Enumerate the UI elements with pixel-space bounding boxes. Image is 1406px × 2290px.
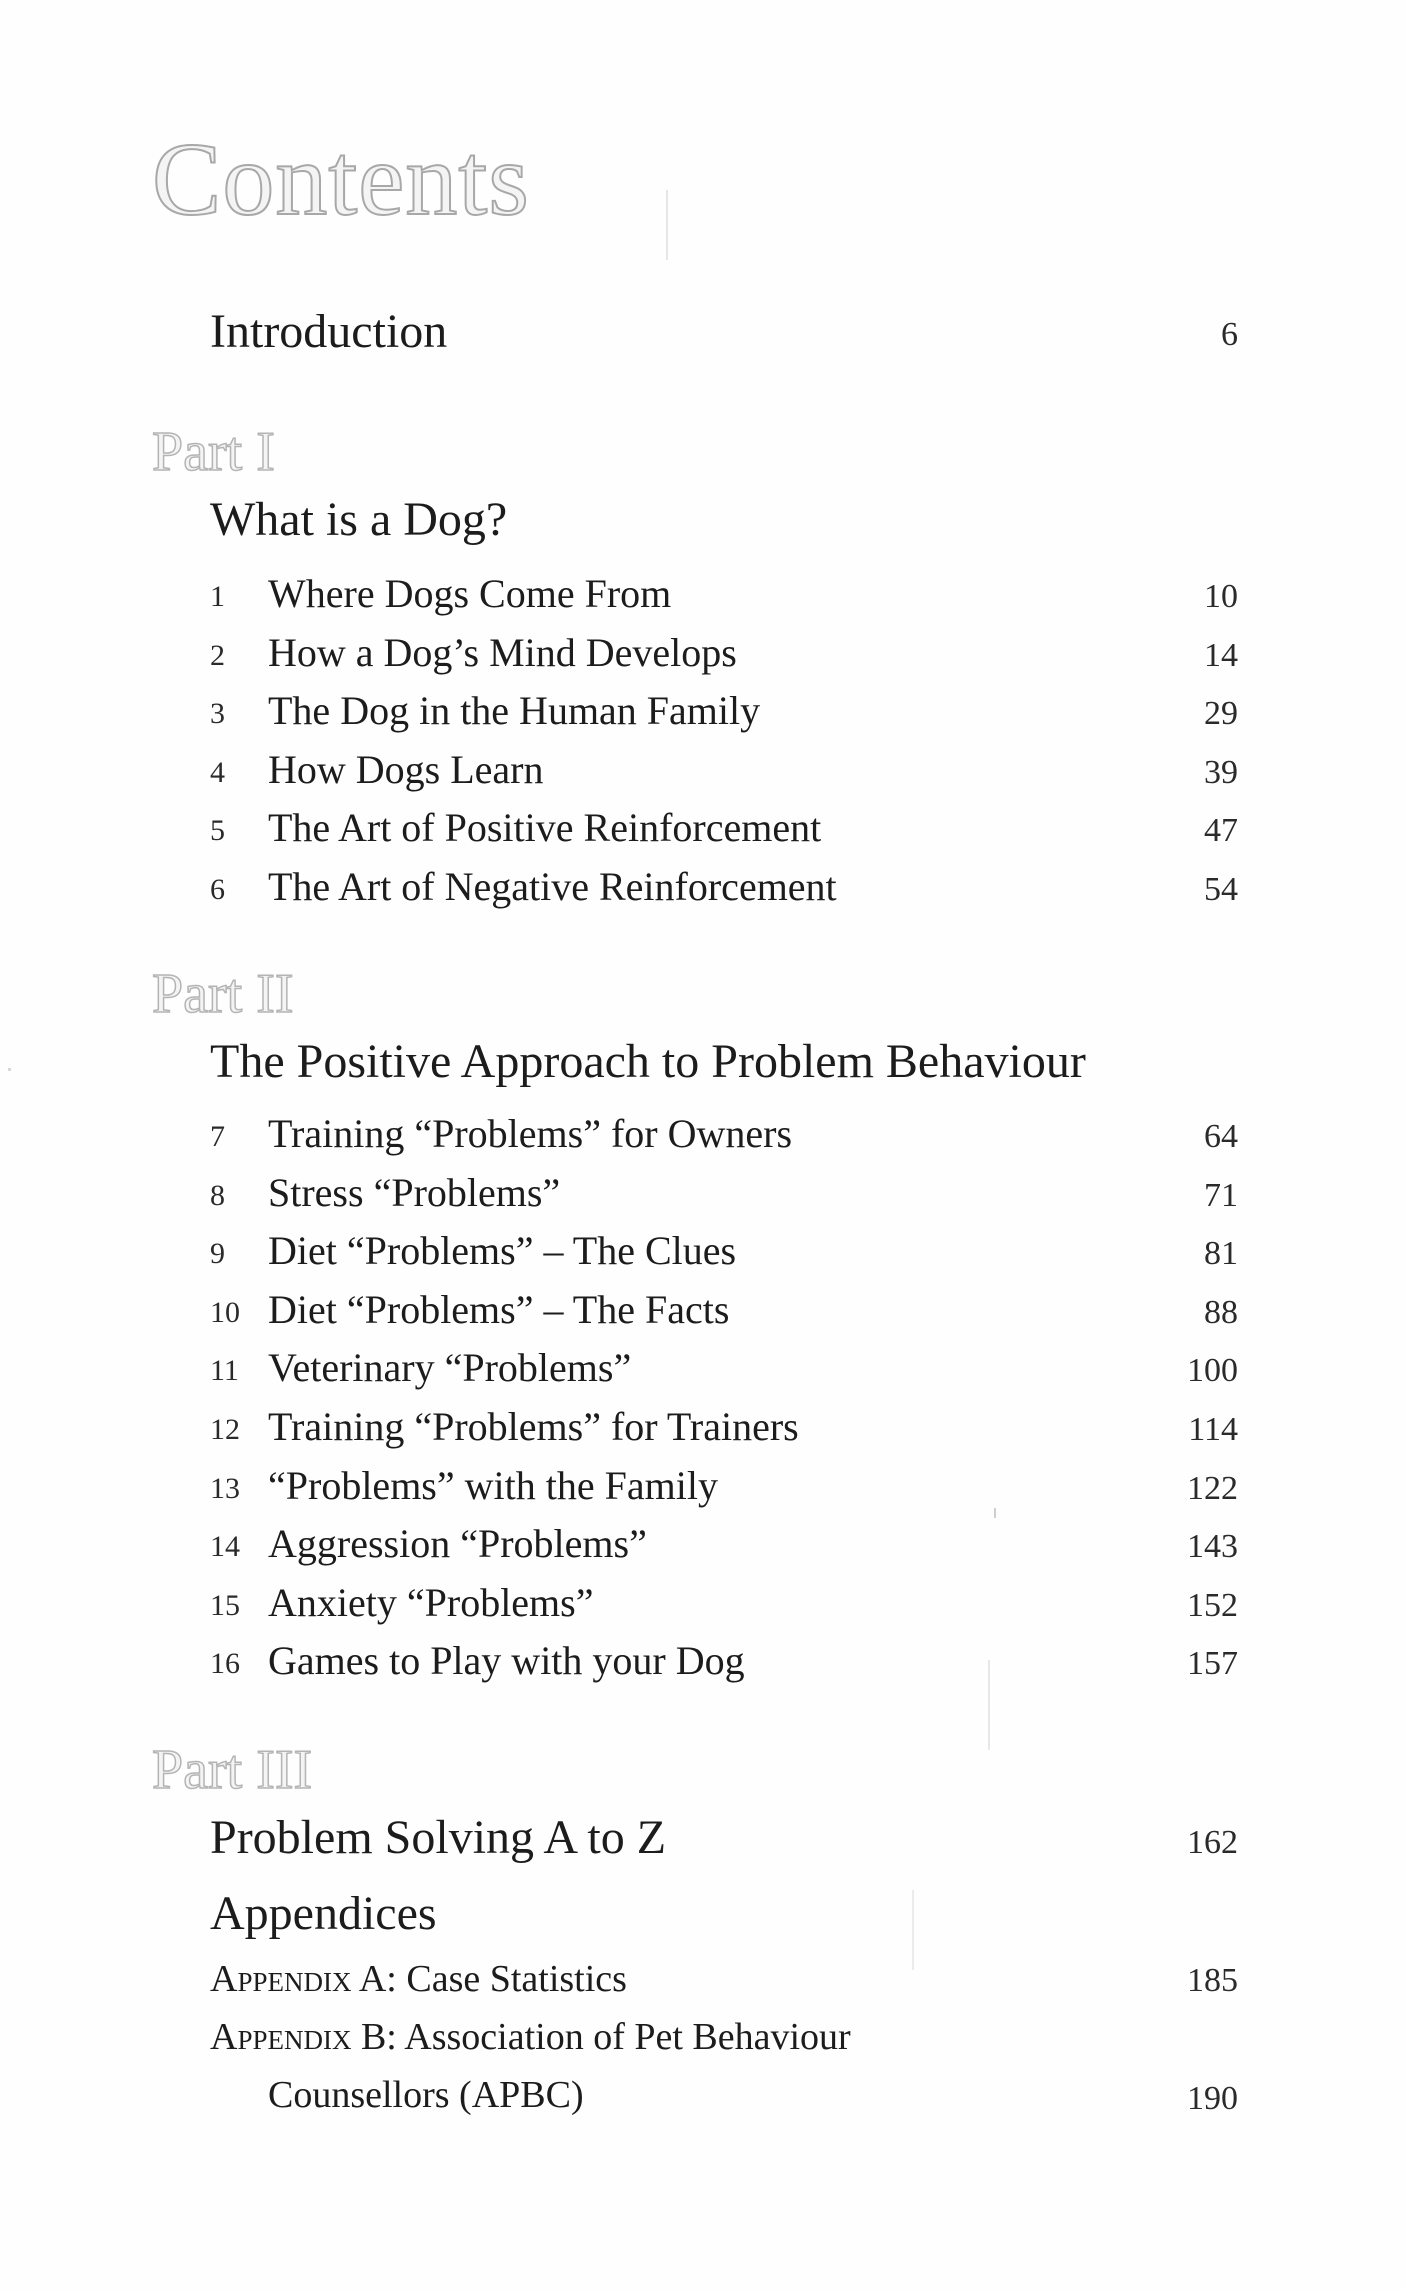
- chapter-title: “Problems” with the Family: [268, 1462, 718, 1508]
- chapter-title: Games to Play with your Dog: [268, 1638, 745, 1684]
- chapter-number: 8: [210, 1178, 225, 1212]
- appendix-b-entry: [210, 2018, 851, 2056]
- chapter-number: 13: [210, 1471, 240, 1505]
- chapter-number: 4: [210, 755, 225, 789]
- scan-mark: [666, 190, 668, 260]
- appendix-b-title: Association of Pet Behaviour: [404, 2016, 851, 2058]
- chapter-number: 6: [210, 873, 225, 906]
- chapter-number: 10: [210, 1295, 240, 1329]
- chapter-number: 1: [210, 580, 225, 613]
- chapter-title: Where Dogs Come From: [268, 571, 672, 616]
- scan-mark: [994, 1508, 996, 1518]
- chapter-page-number: 143: [1187, 1528, 1238, 1566]
- page-title: Contents: [152, 122, 530, 237]
- scan-mark: [8, 1068, 11, 1071]
- chapter-title: How a Dog’s Mind Develops: [268, 629, 737, 675]
- chapter-page-number: 39: [1204, 753, 1238, 791]
- appendix-a-prefix: Appendix A:: [210, 1958, 397, 2000]
- part-1-heading: What is a Dog?: [210, 493, 508, 546]
- appendices-heading: Appendices: [210, 1887, 437, 1940]
- chapter-page-number: 71: [1204, 1176, 1238, 1214]
- appendix-a-title: Case Statistics: [406, 1958, 627, 2000]
- chapter-title: Training “Problems” for Trainers: [268, 1404, 799, 1449]
- chapter-number: 7: [210, 1120, 225, 1153]
- introduction-page-number: 6: [1221, 316, 1238, 353]
- chapter-page-number: 122: [1187, 1469, 1238, 1507]
- chapter-entry: [0, 1228, 1406, 1277]
- part-2-label: Part II: [152, 963, 294, 1025]
- chapter-title: The Dog in the Human Family: [268, 688, 761, 734]
- chapter-title: The Art of Negative Reinforcement: [268, 864, 837, 909]
- part-1-label: Part I: [152, 421, 275, 483]
- chapter-entry: [0, 746, 1406, 796]
- chapter-entry: [0, 1286, 1406, 1336]
- chapter-page-number: 47: [1204, 812, 1238, 850]
- chapter-page-number: 54: [1204, 871, 1238, 908]
- chapter-entry: [0, 1638, 1406, 1687]
- chapter-title: Diet “Problems” – The Facts: [268, 1286, 730, 1332]
- chapter-entry: [0, 629, 1406, 679]
- chapter-title: Diet “Problems” – The Clues: [268, 1228, 737, 1274]
- chapter-page-number: 114: [1188, 1411, 1238, 1448]
- chapter-entry: [0, 1579, 1406, 1629]
- chapter-entry: [0, 864, 1406, 913]
- appendix-b-prefix: Appendix B:: [210, 2016, 397, 2058]
- appendix-b-title-continued: Counsellors (APBC): [268, 2074, 584, 2116]
- chapter-number: 2: [210, 638, 225, 672]
- chapter-title: Veterinary “Problems”: [268, 1345, 632, 1391]
- chapter-entry: [0, 1404, 1406, 1453]
- chapter-number: 15: [210, 1588, 240, 1622]
- chapter-page-number: 157: [1187, 1645, 1238, 1683]
- chapter-title: The Art of Positive Reinforcement: [268, 805, 822, 851]
- chapter-number: 14: [210, 1530, 240, 1564]
- appendix-a-entry: [210, 1960, 627, 1998]
- chapter-entry: [0, 1111, 1406, 1160]
- chapter-title: Training “Problems” for Owners: [268, 1111, 793, 1156]
- chapter-number: 3: [210, 697, 225, 731]
- chapter-entry: [0, 1462, 1406, 1512]
- chapter-title: How Dogs Learn: [268, 746, 544, 792]
- chapter-entry: [0, 1169, 1406, 1219]
- chapter-page-number: 29: [1204, 695, 1238, 733]
- chapter-page-number: 14: [1204, 636, 1238, 674]
- chapter-number: 11: [210, 1354, 239, 1388]
- part-3-label: Part III: [152, 1739, 313, 1801]
- chapter-title: Stress “Problems”: [268, 1169, 561, 1215]
- appendix-a-page-number: 185: [1187, 1962, 1238, 1999]
- part-3-page-number: 162: [1187, 1824, 1238, 1861]
- introduction-title: Introduction: [210, 305, 448, 358]
- scan-mark: [988, 1660, 990, 1750]
- chapter-page-number: 88: [1204, 1293, 1238, 1331]
- chapter-page-number: 81: [1204, 1235, 1238, 1273]
- chapter-entry: [0, 571, 1406, 620]
- part-3-heading: Problem Solving A to Z: [210, 1811, 667, 1864]
- chapter-title: Aggression “Problems”: [268, 1521, 647, 1567]
- chapter-entry: [0, 1521, 1406, 1570]
- chapter-number: 16: [210, 1647, 240, 1681]
- chapter-title: Anxiety “Problems”: [268, 1579, 594, 1625]
- chapter-number: 5: [210, 814, 225, 848]
- chapter-number: 9: [210, 1237, 225, 1271]
- chapter-number: 12: [210, 1413, 240, 1446]
- appendix-b-page-number: 190: [1187, 2080, 1238, 2117]
- scan-mark: [912, 1890, 914, 1970]
- chapter-page-number: 10: [1204, 578, 1238, 615]
- chapter-page-number: 64: [1204, 1118, 1238, 1155]
- chapter-page-number: 152: [1187, 1586, 1238, 1624]
- chapter-entry: [0, 805, 1406, 854]
- part-2-heading: The Positive Approach to Problem Behaviour: [210, 1035, 1086, 1088]
- chapter-entry: [0, 1345, 1406, 1394]
- chapter-page-number: 100: [1187, 1352, 1238, 1390]
- chapter-entry: [0, 688, 1406, 737]
